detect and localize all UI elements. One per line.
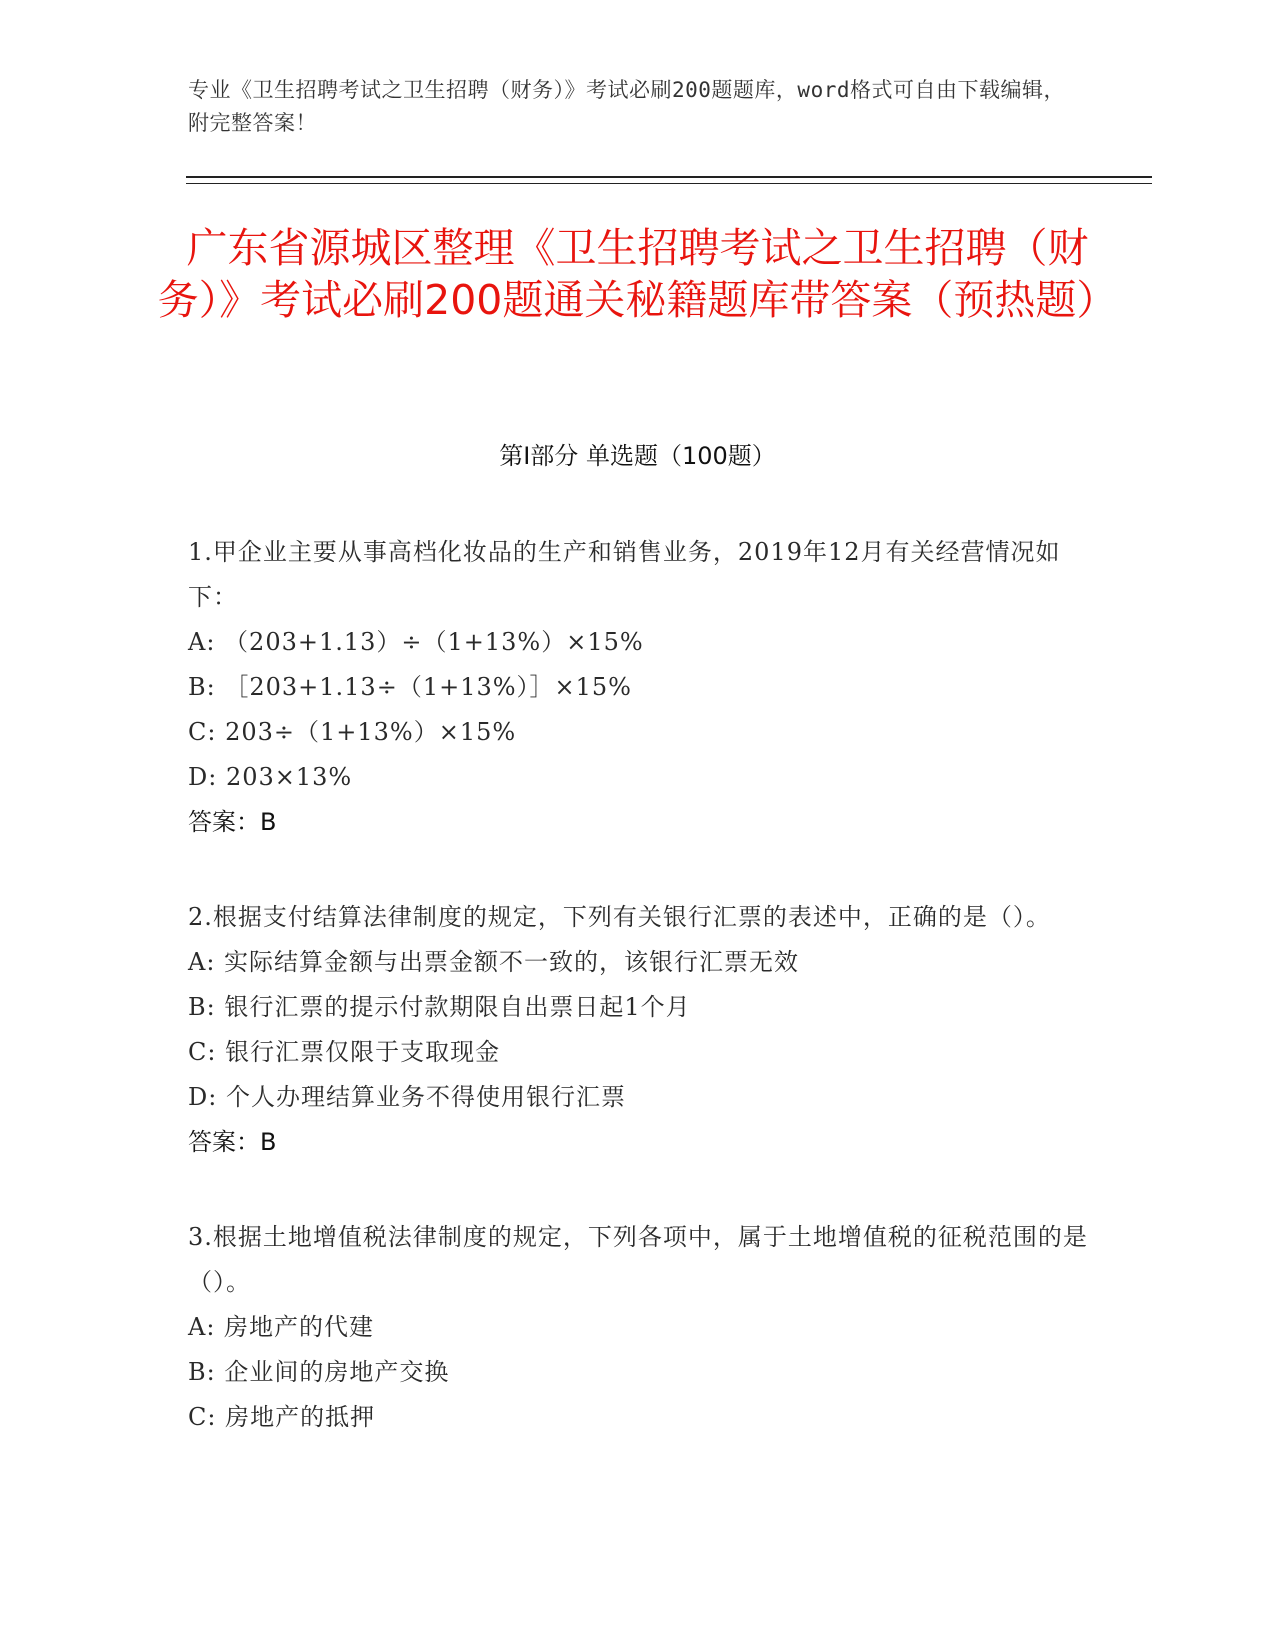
option-a: A: 实际结算金额与出票金额不一致的，该银行汇票无效: [188, 948, 800, 976]
section-heading: 第I部分 单选题（100题）: [499, 442, 776, 470]
document-title: 广东省源城区整理《卫生招聘考试之卫生招聘（财务）》考试必刷200题通关秘籍题库带答案（预热题）: [157, 224, 1118, 324]
question-list: [188, 530, 1088, 1490]
question-stem: 3.根据土地增值税法律制度的规定，下列各项中，属于土地增值税的征税范围的是（）。: [188, 1223, 1088, 1296]
question-answer: 答案：B: [188, 1128, 277, 1156]
option-b: B: 企业间的房地产交换: [188, 1358, 450, 1386]
question-2: [188, 895, 1088, 1165]
option-c: C: 203÷（1+13%）×15%: [188, 718, 517, 746]
option-d: D: 203×13%: [188, 763, 353, 791]
question-stem: 1.甲企业主要从事高档化妆品的生产和销售业务，2019年12月有关经营情况如下：: [188, 538, 1061, 611]
option-c: C: 银行汇票仅限于支取现金: [188, 1038, 501, 1066]
question-answer: 答案：B: [188, 808, 277, 836]
question-3: [188, 1215, 1088, 1440]
option-b: B: 银行汇票的提示付款期限自出票日起1个月: [188, 993, 691, 1021]
question-1: [188, 530, 1088, 845]
option-c: C: 房地产的抵押: [188, 1403, 376, 1431]
header-note: 专业《卫生招聘考试之卫生招聘（财务）》考试必刷200题题库，word格式可自由下载编辑，附完整答案！: [188, 78, 1065, 135]
question-stem: 2.根据支付结算法律制度的规定，下列有关银行汇票的表述中，正确的是（）。: [188, 903, 1051, 931]
option-b: B: ［203+1.13÷（1+13%）］×15%: [188, 673, 632, 701]
option-a: A: 房地产的代建: [188, 1313, 375, 1341]
header-divider-thick: [186, 176, 1152, 178]
header-divider-thin: [186, 183, 1152, 184]
option-a: A: （203+1.13）÷（1+13%）×15%: [188, 628, 644, 656]
option-d: D: 个人办理结算业务不得使用银行汇票: [188, 1083, 626, 1111]
